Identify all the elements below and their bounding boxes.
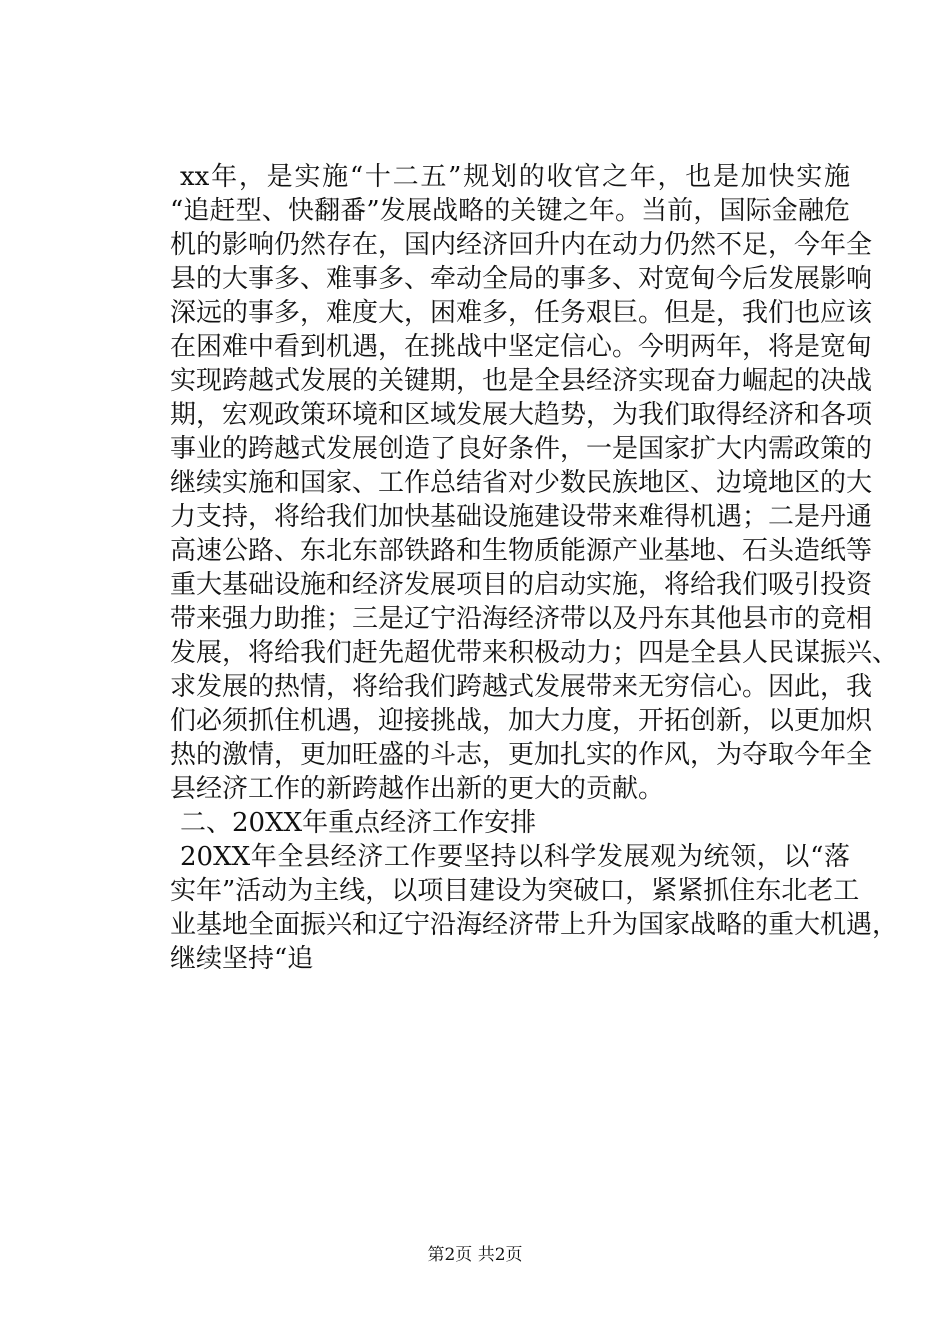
text-line: 业基地全面振兴和辽宁沿海经济带上升为国家战略的重大机遇， xyxy=(170,910,899,940)
paragraph-2 xyxy=(170,840,899,976)
text-line: 期，宏观政策环境和区域发展大趋势，为我们取得经济和各项 xyxy=(170,400,873,430)
page-footer: 第2页 共2页 xyxy=(427,1245,523,1265)
text-line: xx年，是实施“十二五”规划的收官之年，也是加快实施 xyxy=(180,162,850,192)
text-line: 们必须抓住机遇，迎接挑战，加大力度，开拓创新，以更加炽 xyxy=(170,706,873,736)
text-line: 求发展的热情，将给我们跨越式发展带来无穷信心。因此，我 xyxy=(170,672,873,702)
text-line: 发展，将给我们赶先超优带来积极动力；四是全县人民谋振兴、 xyxy=(170,638,899,668)
text-line: 重大基础设施和经济发展项目的启动实施，将给我们吸引投资 xyxy=(170,570,873,600)
text-line: 机的影响仍然存在，国内经济回升内在动力仍然不足，今年全 xyxy=(170,230,873,260)
paragraph-1 xyxy=(170,160,899,806)
document-body xyxy=(170,160,899,976)
text-line: 事业的跨越式发展创造了良好条件，一是国家扩大内需政策的 xyxy=(170,434,873,464)
text-line: 热的激情，更加旺盛的斗志，更加扎实的作风，为夺取今年全 xyxy=(170,740,873,770)
text-line: 继续实施和国家、工作总结省对少数民族地区、边境地区的大 xyxy=(170,468,873,498)
text-line: 20XX年全县经济工作要坚持以科学发展观为统领，以“落 xyxy=(180,842,850,872)
text-line: 带来强力助推；三是辽宁沿海经济带以及丹东其他县市的竞相 xyxy=(170,604,873,634)
text-line: 高速公路、东北东部铁路和生物质能源产业基地、石头造纸等 xyxy=(170,536,873,566)
text-line: 实年”活动为主线，以项目建设为突破口，紧紧抓住东北老工 xyxy=(170,876,860,906)
text-line: 力支持，将给我们加快基础设施建设带来难得机遇；二是丹通 xyxy=(170,502,873,532)
text-line: 继续坚持“追 xyxy=(170,944,314,974)
text-line: 在困难中看到机遇，在挑战中坚定信心。今明两年，将是宽甸 xyxy=(170,332,873,362)
text-line: 深远的事多，难度大，困难多，任务艰巨。但是，我们也应该 xyxy=(170,298,873,328)
text-line: 实现跨越式发展的关键期，也是全县经济实现奋力崛起的决战 xyxy=(170,366,873,396)
section-heading: 二、20XX年重点经济工作安排 xyxy=(180,808,537,838)
text-line: 县的大事多、难事多、牵动全局的事多、对宽甸今后发展影响 xyxy=(170,264,873,294)
text-line: “追赶型、快翻番”发展战略的关键之年。当前，国际金融危 xyxy=(170,196,850,226)
text-line: 县经济工作的新跨越作出新的更大的贡献。 xyxy=(170,774,665,804)
